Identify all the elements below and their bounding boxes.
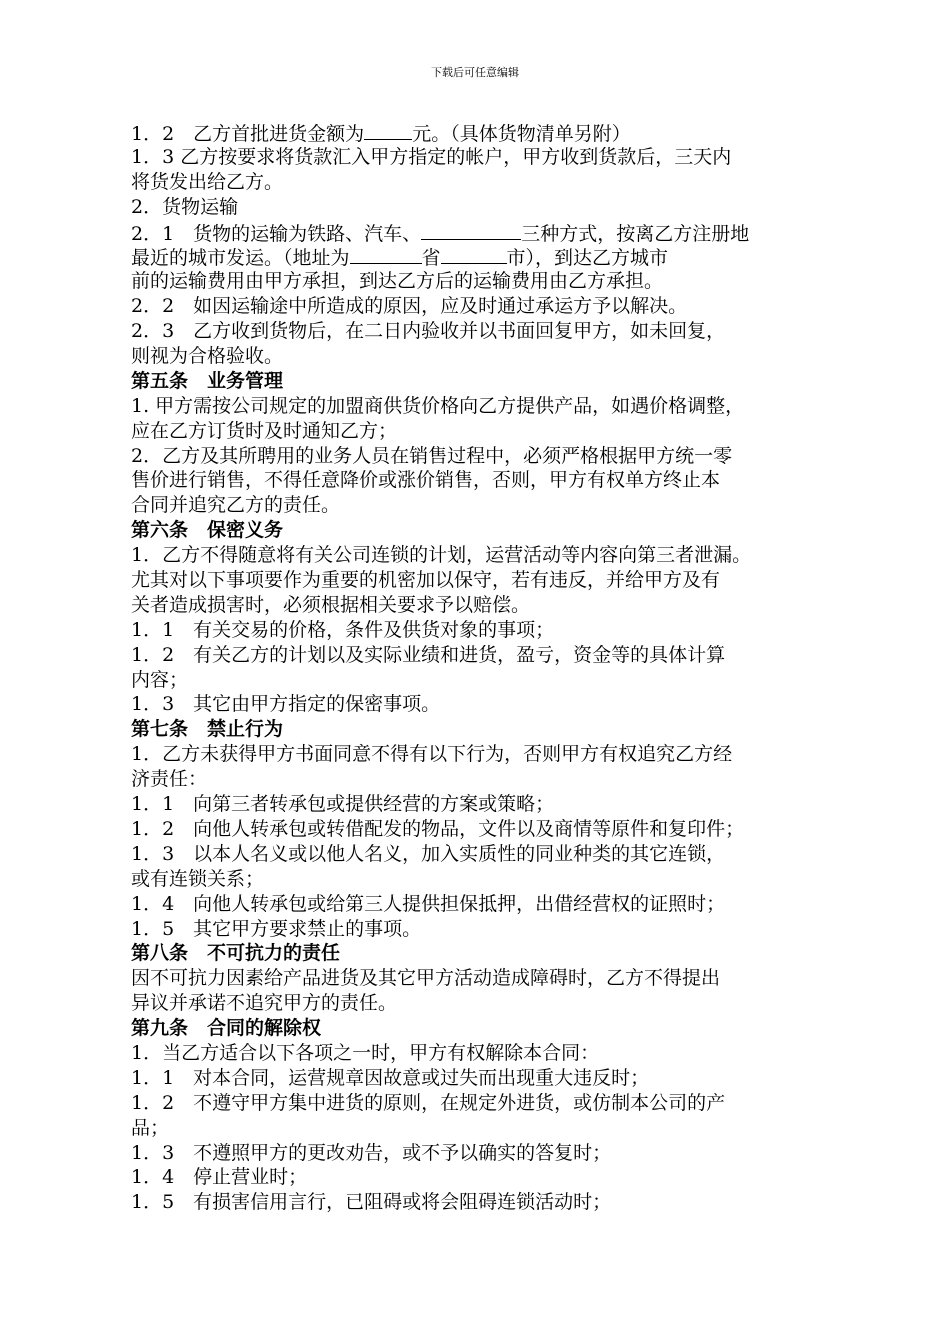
contract-body bbox=[131, 120, 841, 1215]
clause-line: 1．3 其它由甲方指定的保密事项。 bbox=[131, 693, 441, 716]
article-heading: 第七条 禁止行为 bbox=[131, 718, 284, 741]
clause-line: 2．3 乙方收到货物后，在二日内验收并以书面回复甲方，如未回复， bbox=[131, 320, 726, 343]
fill-in-blank bbox=[350, 244, 422, 264]
clause-line: 因不可抗力因素给产品进货及其它甲方活动造成障碍时，乙方不得提出 bbox=[131, 967, 721, 990]
clause-line: 售价进行销售，不得任意降价或涨价销售，否则，甲方有权单方终止本 bbox=[131, 469, 721, 492]
text-span: 元。（具体货物清单另附） bbox=[412, 123, 631, 145]
clause-line: 1．5 其它甲方要求禁止的事项。 bbox=[131, 917, 422, 940]
clause-line: 合同并追究乙方的责任。 bbox=[131, 494, 341, 517]
fill-in-blank bbox=[441, 244, 507, 264]
clause-line: 1．乙方未获得甲方书面同意不得有以下行为，否则甲方有权追究乙方经 bbox=[131, 743, 733, 766]
clause-line: 将货发出给乙方。 bbox=[131, 170, 284, 193]
clause-line bbox=[131, 120, 841, 145]
clause-line: 1．乙方不得随意将有关公司连锁的计划，运营活动等内容向第三者泄漏。 bbox=[131, 544, 752, 567]
clause-line: 内容； bbox=[131, 668, 189, 691]
clause-line: 1．当乙方适合以下各项之一时，甲方有权解除本合同： bbox=[131, 1041, 600, 1064]
fill-in-blank bbox=[364, 120, 412, 140]
clause-line: 1．1 对本合同，运营规章因故意或过失而出现重大违反时； bbox=[131, 1066, 650, 1089]
clause-line: 1．1 向第三者转承包或提供经营的方案或策略； bbox=[131, 793, 555, 816]
clause-line: 1．5 有损害信用言行，已阻碍或将会阻碍连锁活动时； bbox=[131, 1191, 612, 1214]
clause-line: 1．1 有关交易的价格，条件及供货对象的事项； bbox=[131, 618, 555, 641]
clause-line: 1．2 向他人转承包或转借配发的物品，文件以及商情等原件和复印件； bbox=[131, 817, 745, 840]
clause-line bbox=[131, 220, 841, 245]
article-heading: 第九条 合同的解除权 bbox=[131, 1017, 322, 1040]
clause-line: 1．3 以本人名义或以他人名义，加入实质性的同业种类的其它连锁， bbox=[131, 842, 726, 865]
text-span: 1．2 乙方首批进货金额为 bbox=[131, 123, 365, 145]
clause-line: 2．2 如因运输途中所造成的原因，应及时通过承运方予以解决。 bbox=[131, 295, 688, 318]
clause-line: 应在乙方订货时及时通知乙方； bbox=[131, 419, 398, 442]
clause-line: 1．4 向他人转承包或给第三人提供担保抵押，出借经营权的证照时； bbox=[131, 892, 726, 915]
text-span: 市），到达乙方城市 bbox=[506, 247, 669, 270]
text-span: 三种方式，按离乙方注册地 bbox=[521, 222, 750, 245]
clause-line: 前的运输费用由甲方承担，到达乙方后的运输费用由乙方承担。 bbox=[131, 270, 664, 293]
text-span: 最近的城市发运。（地址为 bbox=[131, 247, 350, 270]
clause-line: 2．乙方及其所聘用的业务人员在销售过程中，必须严格根据甲方统一零 bbox=[131, 444, 733, 467]
clause-line: 关者造成损害时，必须根据相关要求予以赔偿。 bbox=[131, 593, 531, 616]
page-header: 下载后可任意编辑 bbox=[431, 66, 519, 79]
clause-line: 1．3 不遵照甲方的更改劝告，或不予以确实的答复时； bbox=[131, 1141, 612, 1164]
text-span: 省 bbox=[421, 247, 441, 270]
clause-line: 则视为合格验收。 bbox=[131, 345, 284, 368]
clause-line: 1．2 有关乙方的计划以及实际业绩和进货，盈亏，资金等的具体计算 bbox=[131, 643, 726, 666]
clause-line: 尤其对以下事项要作为重要的机密加以保守，若有违反，并给甲方及有 bbox=[131, 569, 721, 592]
article-heading: 第六条 保密义务 bbox=[131, 519, 284, 542]
clause-line: 1. 甲方需按公司规定的加盟商供货价格向乙方提供产品，如遇价格调整， bbox=[131, 394, 745, 417]
fill-in-blank bbox=[421, 220, 521, 240]
clause-line: 2．货物运输 bbox=[131, 195, 239, 218]
article-heading: 第五条 业务管理 bbox=[131, 369, 284, 392]
clause-line bbox=[131, 244, 841, 269]
clause-line: 济责任： bbox=[131, 768, 208, 791]
clause-line: 1．4 停止营业时； bbox=[131, 1166, 308, 1189]
clause-line: 异议并承诺不追究甲方的责任。 bbox=[131, 992, 398, 1015]
article-heading: 第八条 不可抗力的责任 bbox=[131, 942, 341, 965]
clause-line: 或有连锁关系； bbox=[131, 867, 265, 890]
text-span: 2．1 货物的运输为铁路、汽车、 bbox=[131, 222, 422, 245]
clause-line: 1．2 不遵守甲方集中进货的原则，在规定外进货，或仿制本公司的产 bbox=[131, 1091, 726, 1114]
clause-line: 1．3 乙方按要求将货款汇入甲方指定的帐户，甲方收到货款后，三天内 bbox=[131, 145, 732, 168]
clause-line: 品； bbox=[131, 1116, 170, 1139]
